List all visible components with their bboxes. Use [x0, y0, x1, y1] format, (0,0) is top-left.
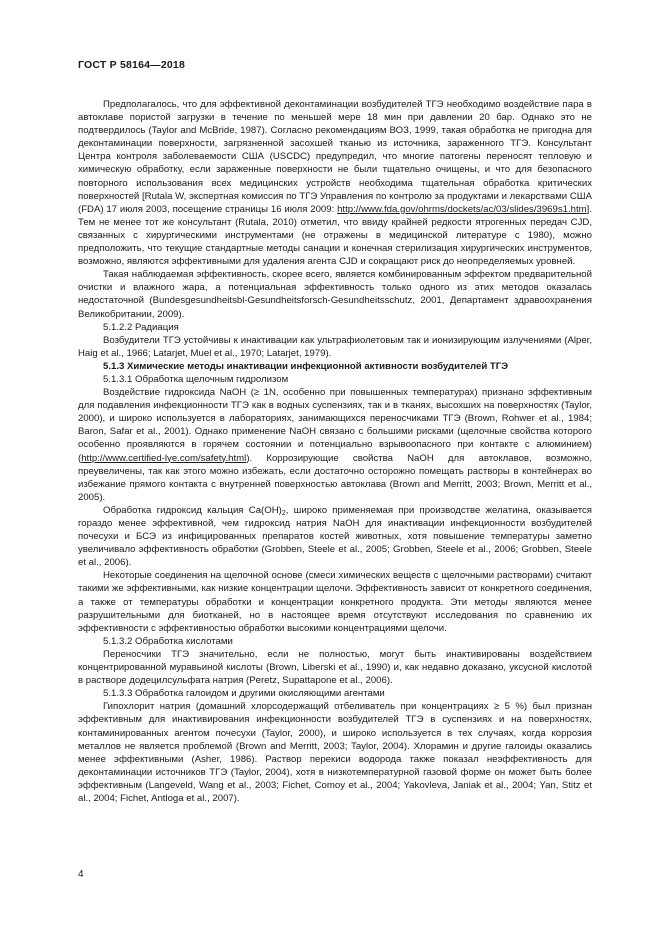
section-heading-5-1-3: 5.1.3 Химические методы инактивации инфекционной активности возбудителей ТГЭ: [103, 360, 509, 372]
paragraph-text: Обработка гидроксид кальция Ca(OH): [103, 504, 282, 516]
fda-link[interactable]: http://www.fda.gov/ohrms/dockets/ac/03/slides/3969s1.htm: [337, 203, 587, 215]
paragraph: Переносчики ТГЭ значительно, если не полностью, могут быть инактивированы воздействием концентрированной муравьиной кислоты (Brown, Liberski et al., 1990) и, как недавно доказано, уксусной кислотой в растворе додецилсульфата натрия (Peretz, Supattapone et al., 2006).: [78, 648, 592, 687]
paragraph-text: , широко применяемая при производстве желатина, оказывается гораздо менее эффективной, чем гидроксид натрия NaOH для инактивации инфекционности возбудителей почесухи и БСЭ из инфицированных препаратов костей животных, хотя повышение температуры заметно увеличивало эффективность обработки (Grobben, Steele et al., 2005; Grobben, Steele et al., 2006; Grobben, Steele et al., 2006).: [78, 504, 592, 569]
paragraph: Возбудители ТГЭ устойчивы к инактивации как ультрафиолетовым так и ионизирующим излучениями (Alper, Haig et al., 1966; Latarjet, Muel et al., 1970; Latarjet, 1979).: [78, 334, 592, 359]
paragraph: Некоторые соединения на щелочной основе (смеси химических веществ с щелочными растворами) считают такими же эффективными, как низкие концентрации щелочи. Эффективность зависит от конкретного соединения, а также от температуры обработки и концентрации конкретного продукта. Эти методы являются менее разрушительными для биотканей, но в настоящее время отсутствуют исследования по сравнению их эффективности с эффективностью обработки высокими концентрациями щелочи.: [78, 570, 592, 634]
section-heading-5-1-3-2: 5.1.3.2 Обработка кислотами: [103, 635, 233, 647]
certified-lye-link[interactable]: http://www.certified-lye.com/safety.html: [81, 452, 247, 464]
paragraph: Гипохлорит натрия (домашний хлорсодержащий отбеливатель при концентрациях ≥ 5 %) был признан эффективным для инактивирования инфекционности возбудителей ТГЭ в суспензиях и на поверхностях, контаминированных агентом почесухи (Taylor, 2000), и широко используется в тех случаях, когда коррозия металлов не является проблемой (Brown and Merritt, 2003; Taylor, 2004). Хлорамин и другие галоиды оказались менее эффективными (Asher, 1986). Раствор перекиси водорода также показал неэффективность для деконтаминации источников ТГЭ (Taylor, 2004), хотя в низкотемпературной газовой форме он может быть более эффективным (Langeveld, Wang et al., 2003; Fichet, Comoy et al., 2004; Yakovleva, Janiak et al., 2004; Yan, Stitz et al., 2004; Fichet, Antloga et al., 2007).: [78, 701, 592, 804]
paragraph-text: ). Коррозирующие свойства NaOH для автоклавов, возможно, преувеличены, так как этого можно избежать, если достаточно осторожно помещать растворы в контейнерах во избежание прямого контакта с внутренней поверхностью автоклава (Brown and Merritt, 2003; Brown, Merritt et al., 2005).: [78, 452, 592, 503]
subscript: 2: [281, 509, 286, 517]
paragraph: [78, 386, 592, 504]
paragraph: [78, 504, 592, 569]
paragraph-text: Воздействие гидроксида NaOH (≥ 1N, особенно при повышенных температурах) признано эффективным для подавления инфекционности ТГЭ как в водных суспензиях, так и в тканях, высохших на поверхностях (Taylor, 2000), и широко используется в лабораториях, занимающихся переносчиками ТГЭ (Brown, Rohwer et al., 1984; Baron, Safar et al., 2001). Однако применение NaOH связано с большими рисками (щелочные свойства которого особенно проявляются в горячем состоянии и потенциально взрывоопасного при контакте с алюминием) (: [78, 387, 592, 464]
document-body: [78, 98, 592, 805]
page-number: 4: [78, 869, 84, 880]
paragraph: [78, 98, 592, 268]
section-heading-5-1-3-3: 5.1.3.3 Обработка галоидом и другими окисляющими агентами: [103, 688, 385, 700]
section-heading-5-1-3-1: 5.1.3.1 Обработка щелочным гидролизом: [103, 373, 289, 385]
paragraph-text: ]. Тем не менее тот же консультант (Rutala, 2010) отметил, что ввиду крайней редкости ятрогенных передач CJD, связанных с хирургическими инструментами (не отражены в медицинской литературе с 1980), можно предположить, что текущие стандартные методы санации и конечная стерилизация хирургических инструментов, возможно, являются эффективными для удаления агента CJD и сокращают риск до неопределяемых уровней.: [78, 203, 592, 268]
section-heading-5-1-2-2: 5.1.2.2 Радиация: [103, 321, 179, 333]
paragraph-text: Предполагалось, что для эффективной деконтаминации возбудителей ТГЭ необходимо воздействие пара в автоклаве пористой загрузки в течение по меньшей мере 18 мин при давлении 20 бар. Однако это не подтвердилось (Taylor and McBride, 1987). Согласно рекомендациям ВОЗ, 1999, такая обработка не пригодна для деконтаминации поверхности, загрязненной засохшей тканью из источника, зараженного ТГЭ. Консультант Центра контроля заболеваемости США (USCDC) предупредил, что многие патогены переносят тепловую и химическую обработку, если зараженные поверхности не были тщательно очищены, и что для безопасного повторного использования всех медицинских устройств необходима тщательная обработка критических поверхностей [Rutala W, экспертная комиссия по ТГЭ Управления по контролю за продуктами и лекарствами США (FDA) 17 июля 2003, посещение страницы 16 июля 2009:: [78, 99, 592, 215]
standard-header: ГОСТ Р 58164—2018: [78, 59, 186, 71]
paragraph: Такая наблюдаемая эффективность, скорее всего, является комбинированным эффектом предварительной очистки и влажного жара, а потенциальная эффективность только одного из этих методов оказалась недостаточной (Bundesgesundheitsbl-Gesundheitsforsch-Gesundheitsschutz, 2001, Департамент здравоохранения Великобритании, 2009).: [78, 269, 592, 320]
